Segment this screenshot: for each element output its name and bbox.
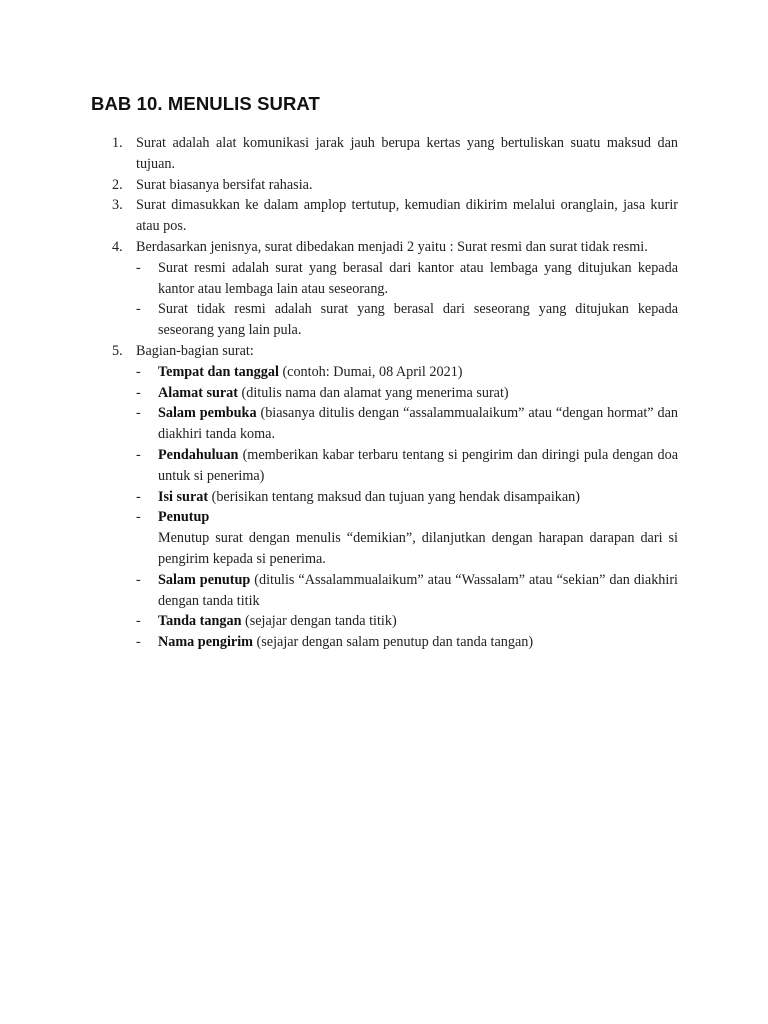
dash-bullet: - bbox=[136, 613, 141, 630]
sub-list-item-text: Surat tidak resmi adalah surat yang berasal dari seseorang yang ditujukan kepada seseorang yang lain pula. bbox=[158, 301, 678, 339]
letter-part-name: Tanda tangan bbox=[158, 613, 242, 630]
dash-bullet: - bbox=[136, 446, 141, 463]
letter-part-text bbox=[158, 611, 678, 632]
letter-part-description: (berisikan tentang maksud dan tujuan yang hendak disampaikan) bbox=[208, 488, 580, 505]
letter-part-item bbox=[136, 445, 678, 487]
list-number: 2. bbox=[112, 176, 123, 193]
list-item bbox=[112, 195, 678, 237]
letter-part-item bbox=[136, 362, 678, 383]
letter-part-name: Salam pembuka bbox=[158, 405, 257, 422]
letter-part-name: Pendahuluan bbox=[158, 446, 239, 463]
letter-part-text bbox=[158, 487, 678, 508]
letter-part-description: (memberikan kabar terbaru tentang si pengirim dan diringi pula dengan doa untuk si penerima) bbox=[158, 446, 678, 484]
dash-bullet: - bbox=[136, 259, 141, 276]
list-number: 3. bbox=[112, 197, 123, 214]
list-item-text: Surat biasanya bersifat rahasia. bbox=[136, 176, 313, 193]
list-number: 4. bbox=[112, 238, 123, 255]
letter-part-name: Nama pengirim bbox=[158, 634, 253, 651]
letter-part-item bbox=[136, 632, 678, 653]
sub-list-item bbox=[136, 258, 678, 300]
letter-part-item bbox=[136, 611, 678, 632]
page-title: BAB 10. MENULIS SURAT bbox=[91, 93, 320, 114]
letter-part-text bbox=[158, 445, 678, 487]
letter-part-name: Salam penutup bbox=[158, 571, 251, 588]
letter-part-description: (biasanya ditulis dengan “assalammualaikum” atau “dengan hormat” dan diakhiri tanda koma. bbox=[158, 405, 678, 443]
letter-part-description: (ditulis “Assalammualaikum” atau “Wassalam” atau “sekian” dan diakhiri dengan tanda titik bbox=[158, 571, 678, 609]
list-item-text: Berdasarkan jenisnya, surat dibedakan menjadi 2 yaitu : Surat resmi dan surat tidak resmi. bbox=[136, 238, 648, 255]
letter-part-text bbox=[158, 383, 678, 404]
letter-part-text bbox=[158, 403, 678, 445]
sub-list-item bbox=[136, 299, 678, 341]
letter-part-description: (contoh: Dumai, 08 April 2021) bbox=[278, 363, 463, 380]
letter-part-item bbox=[136, 487, 678, 508]
dash-bullet: - bbox=[136, 384, 141, 401]
list-number: 1. bbox=[112, 135, 123, 151]
letter-part-name: Penutup bbox=[158, 509, 210, 526]
dash-bullet: - bbox=[136, 634, 141, 651]
letter-part-name: Tempat dan tanggal bbox=[158, 363, 279, 380]
dash-bullet: - bbox=[136, 363, 141, 380]
list-item-text: Surat adalah alat komunikasi jarak jauh berupa kertas yang bertuliskan suatu maksud dan tujuan. bbox=[136, 135, 678, 172]
dash-bullet: - bbox=[136, 488, 141, 505]
dash-bullet: - bbox=[136, 509, 141, 526]
letter-part-item bbox=[136, 507, 678, 569]
list-item bbox=[112, 133, 678, 175]
letter-part-text bbox=[158, 632, 678, 653]
list-item bbox=[112, 237, 678, 258]
letter-part-item bbox=[136, 570, 678, 612]
dash-bullet: - bbox=[136, 301, 141, 318]
letter-part-explanation: Menutup surat dengan menulis “demikian”, dilanjutkan dengan harapan darapan dari si pengirim kepada si penerima. bbox=[158, 530, 678, 567]
letter-part-text bbox=[158, 362, 678, 383]
list-item bbox=[112, 341, 678, 362]
dash-bullet: - bbox=[136, 405, 141, 422]
letter-part-name: Alamat surat bbox=[158, 384, 238, 401]
letter-part-item bbox=[136, 403, 678, 445]
letter-part-description: (sejajar dengan tanda titik) bbox=[241, 613, 397, 630]
list-item-text: Bagian-bagian surat: bbox=[136, 342, 254, 359]
letter-part-text bbox=[158, 507, 678, 569]
list-number: 5. bbox=[112, 342, 123, 359]
letter-part-name: Isi surat bbox=[158, 488, 209, 505]
letter-part-description: (sejajar dengan salam penutup dan tanda tangan) bbox=[252, 634, 534, 651]
letter-part-item bbox=[136, 383, 678, 404]
sub-list-item-text: Surat resmi adalah surat yang berasal dari kantor atau lembaga yang ditujukan kepada kantor atau lembaga lain atau seseorang. bbox=[158, 259, 678, 297]
letter-part-text bbox=[158, 570, 678, 612]
document-body bbox=[112, 133, 678, 653]
dash-bullet: - bbox=[136, 571, 141, 588]
list-item-text: Surat dimasukkan ke dalam amplop tertutup, kemudian dikirim melalui oranglain, jasa kurir atau pos. bbox=[136, 197, 678, 235]
letter-part-description: (ditulis nama dan alamat yang menerima surat) bbox=[238, 384, 509, 401]
list-item bbox=[112, 175, 678, 196]
